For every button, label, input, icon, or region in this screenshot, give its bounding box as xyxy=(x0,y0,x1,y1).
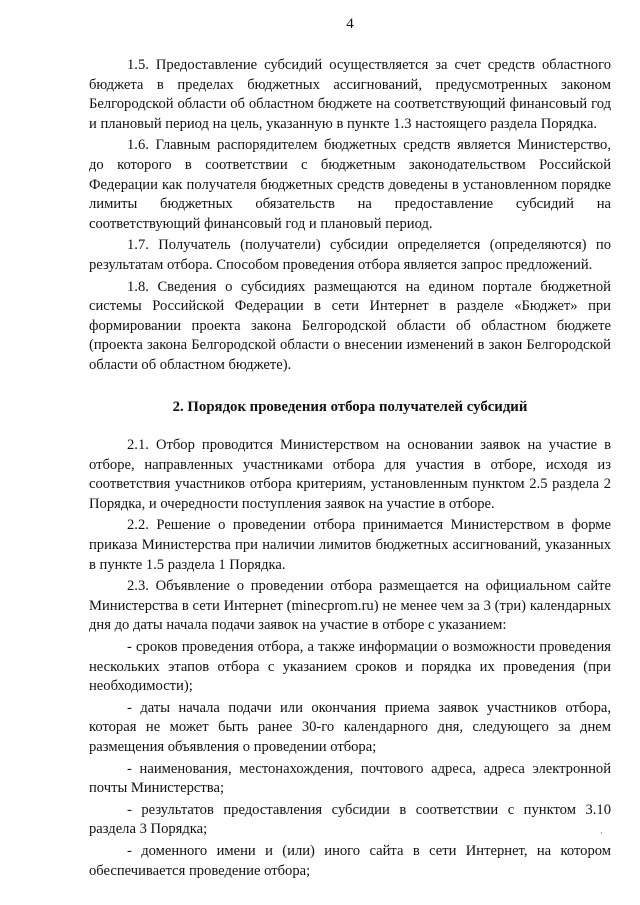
page-number: 4 xyxy=(346,16,354,32)
paragraph-1-5: 1.5. Предоставление субсидий осуществляется за счет средств областного бюджета в пределах бюджетных ассигнований, предусмотренных законом Белгородской области об областном бюджете на соответствующий финансовый год и плановый период на цель, указанную в пункте 1.3 настоящего раздела Порядка. xyxy=(89,57,611,132)
list-item-contacts: - наименования, местонахождения, почтового адреса, адреса электронной почты Министерства; xyxy=(89,760,611,797)
paragraph-1-8: 1.8. Сведения о субсидиях размещаются на едином портале бюджетной системы Российской Федерации в сети Интернет в разделе «Бюджет» при формировании проекта закона Белгородской области об областном бюджете (проекта закона Белгородской области о внесении изменений в закон Белгородской области об областном бюджете). xyxy=(89,278,611,373)
list-item-results: - результатов предоставления субсидии в соответствии с пунктом 3.10 раздела 3 Порядка; xyxy=(89,801,611,838)
paragraph-2-2: 2.2. Решение о проведении отбора принимается Министерством в форме приказа Министерства при наличии лимитов бюджетных ассигнований, указанных в пункте 1.5 раздела 1 Порядка. xyxy=(89,517,611,573)
paragraph-2-3: 2.3. Объявление о проведении отбора размещается на официальном сайте Министерства в сети Интернет (minecprom.ru) не менее чем за 3 (три) календарных дня до даты начала подачи заявок на участие в отборе с указанием: xyxy=(89,578,611,634)
scan-speck: ‚ xyxy=(600,826,603,835)
list-item-domain: - доменного имени и (или) иного сайта в сети Интернет, на котором обеспечивается проведение отбора; xyxy=(89,842,611,879)
section-heading: 2. Порядок проведения отбора получателей субсидий xyxy=(172,398,528,415)
list-item-dates: - даты начала подачи или окончания приема заявок участников отбора, которая не может быть ранее 30-го календарного дня, следующего за днем размещения объявления о проведении отбора; xyxy=(89,699,611,755)
list-item-timelines: - сроков проведения отбора, а также информации о возможности проведения нескольких этапов отбора с указанием сроков и порядка их проведения (при необходимости); xyxy=(89,639,611,695)
document-body xyxy=(89,56,611,881)
paragraph-1-7: 1.7. Получатель (получатели) субсидии определяется (определяются) по результатам отбора. Способом проведения отбора является запрос предложений. xyxy=(89,237,611,273)
paragraph-1-6: 1.6. Главным распорядителем бюджетных средств является Министерство, до которого в соответствии с бюджетным законодательством Российской Федерации как получателя бюджетных средств доведены в установленном порядке лимиты бюджетных обязательств на предоставление субсидий на соответствующий финансовый год и плановый период. xyxy=(89,137,611,232)
paragraph-2-1: 2.1. Отбор проводится Министерством на основании заявок на участие в отборе, направленных участниками отбора для участия в отборе, исходя из соответствия участников отбора критериям, установленным пунктом 2.5 раздела 2 Порядка, и очередности поступления заявок на участие в отборе. xyxy=(89,437,611,512)
